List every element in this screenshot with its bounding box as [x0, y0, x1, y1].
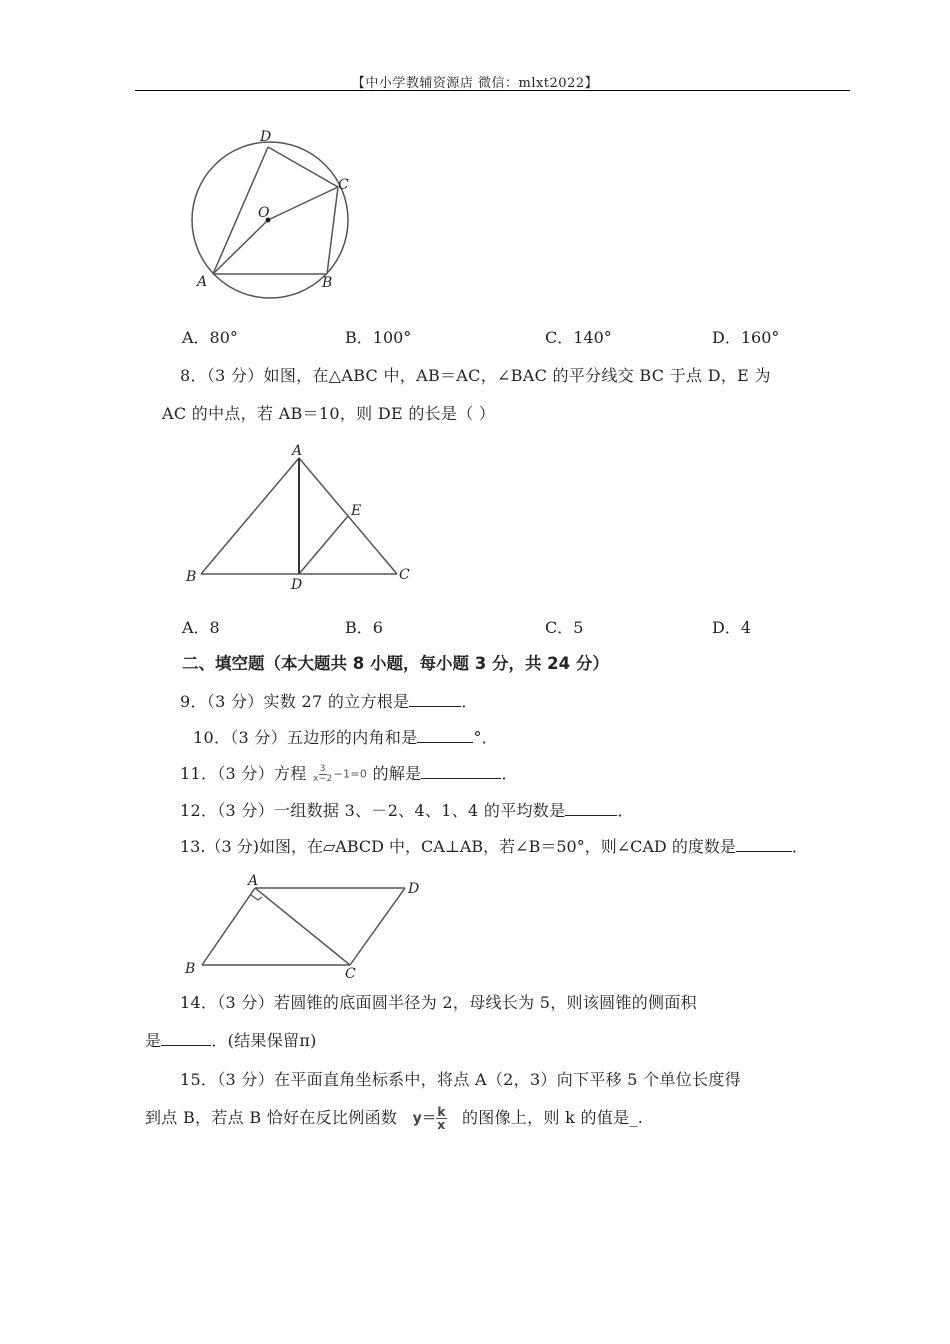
- label-d: D: [260, 129, 272, 145]
- q11: [180, 761, 518, 784]
- label-c: C: [345, 966, 356, 982]
- page-header: 【中小学教辅资源店 微信：mlxt2022】: [351, 76, 599, 91]
- q9-end: ．: [461, 692, 478, 711]
- q15-function: [413, 1106, 447, 1131]
- q8-option-a: A．8: [182, 618, 220, 637]
- q15-line1: 15．（3 分）在平面直角坐标系中，将点 A（2，3）向下平移 5 个单位长度得: [180, 1070, 741, 1089]
- segment-ao: [213, 220, 268, 274]
- section-2-title: 二、填空题（本大题共 8 小题，每小题 3 分，共 24 分）: [182, 654, 609, 673]
- q15-text: 到点 B，若点 B 恰好在反比例函数: [145, 1108, 398, 1127]
- segment-ac: [255, 888, 350, 965]
- label-b: B: [322, 275, 333, 291]
- label-a: A: [292, 443, 303, 459]
- q12-blank: [565, 801, 617, 816]
- label-b: B: [185, 961, 196, 977]
- q9-blank: [409, 692, 461, 707]
- q13-blank: [736, 837, 792, 852]
- q15-end: 的图像上，则 k 的值是_.: [461, 1108, 644, 1127]
- q12-text: 12．（3 分）一组数据 3、－2、4、1、4 的平均数是: [180, 801, 566, 820]
- label-c: C: [399, 567, 410, 583]
- q13-text: 13.（3 分)如图，在▱ABCD 中，CA⊥AB，若∠B＝50°，则∠CAD 的度数是: [180, 837, 736, 856]
- q11-equation: [312, 765, 367, 784]
- label-e: E: [351, 503, 362, 519]
- q8-option-d: D．4: [712, 618, 752, 637]
- q11-fraction: [312, 765, 334, 784]
- q7-circle-figure: [180, 120, 360, 300]
- q8-line2: AC 的中点，若 AB＝10，则 DE 的长是（ ）: [162, 404, 496, 423]
- q15-frac-num: k: [437, 1105, 446, 1119]
- q10-text: 10．（3 分）五边形的内角和是: [193, 728, 418, 747]
- q8-line1: 8．（3 分）如图，在△ABC 中，AB＝AC，∠BAC 的平分线交 BC 于点 D，E 为: [180, 366, 771, 385]
- q13: [180, 834, 808, 857]
- label-o: O: [258, 205, 270, 221]
- q14-line1: 14．（3 分）若圆锥的底面圆半径为 2，母线长为 5，则该圆锥的侧面积: [180, 993, 697, 1012]
- q8-option-b: B．6: [345, 618, 383, 637]
- label-d: D: [408, 881, 420, 897]
- label-c: C: [338, 177, 349, 193]
- right-angle-mark: [251, 895, 262, 900]
- q12-end: ．: [617, 801, 634, 820]
- q14-text: 是: [145, 1031, 162, 1050]
- segment-oc: [268, 187, 338, 220]
- segment-de: [299, 516, 348, 574]
- q11-frac-den: x−2: [313, 774, 333, 784]
- q9: [180, 689, 478, 712]
- q7-option-c: C．140°: [545, 328, 612, 347]
- q11-text: 11．（3 分）方程: [180, 764, 307, 783]
- q8-triangle-figure: [180, 440, 420, 595]
- q7-option-a: A．80°: [182, 328, 238, 347]
- q13-end: ．: [791, 837, 808, 856]
- q10: [193, 725, 498, 748]
- label-b: B: [186, 569, 197, 585]
- q11-blank: [421, 764, 501, 779]
- segment-dc: [350, 888, 405, 965]
- q11-text2: 的解是: [372, 764, 422, 783]
- label-a: A: [197, 274, 208, 290]
- q12: [180, 798, 634, 821]
- label-a: A: [248, 873, 259, 889]
- segment-ab: [202, 888, 255, 965]
- q14-end: ．(结果保留π): [211, 1031, 317, 1050]
- label-d: D: [291, 577, 303, 593]
- q11-end: ．: [501, 764, 518, 783]
- q15-line2: [145, 1105, 643, 1131]
- q11-frac-num: 3: [319, 764, 326, 774]
- q8-option-c: C．5: [545, 618, 584, 637]
- q9-text: 9．（3 分）实数 27 的立方根是: [180, 692, 410, 711]
- header-rule: [135, 90, 850, 91]
- q15-frac-den: x: [437, 1118, 446, 1132]
- q10-end: °．: [473, 728, 499, 747]
- q11-eq-rest: −1=0: [333, 767, 368, 781]
- q15-func-lhs: y＝: [412, 1110, 437, 1127]
- q7-option-d: D．160°: [712, 328, 780, 347]
- q15-fraction: [436, 1106, 446, 1131]
- segment-ab: [201, 458, 299, 574]
- q7-option-b: B．100°: [345, 328, 412, 347]
- q14-line2: [145, 1028, 317, 1051]
- q10-blank: [417, 728, 473, 743]
- q13-parallelogram-figure: [180, 870, 430, 982]
- q14-blank: [161, 1031, 211, 1046]
